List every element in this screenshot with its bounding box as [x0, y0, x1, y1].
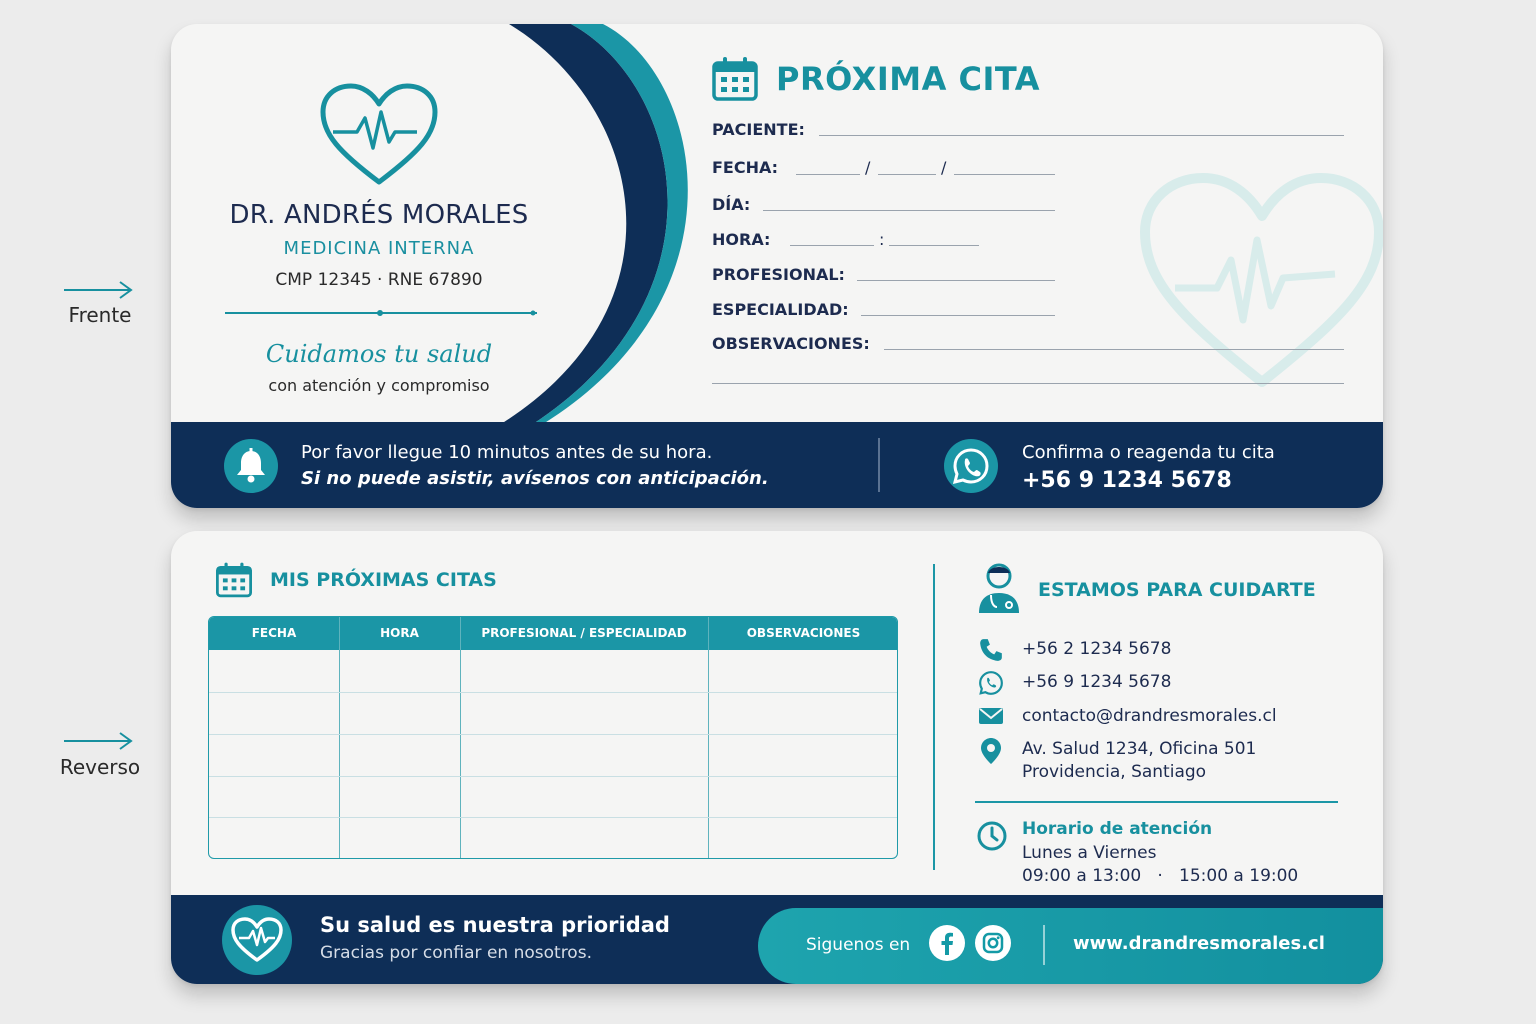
contact-whatsapp[interactable]: +56 9 1234 5678 [1022, 672, 1172, 692]
divider-line [225, 308, 537, 318]
time-hour-line[interactable] [790, 245, 874, 246]
field-label-time: HORA: [712, 230, 771, 249]
doctor-registration: CMP 12345 · RNE 67890 [275, 270, 483, 290]
bell-icon [223, 438, 279, 494]
appointment-card-back [171, 531, 1383, 984]
table-header-date: FECHA [251, 626, 297, 640]
hours-times: 09:00 a 13:00 · 15:00 a 19:00 [1022, 866, 1299, 886]
calendar-icon [711, 56, 759, 102]
notes-line-1[interactable] [884, 349, 1344, 350]
reminder-line-2: Si no puede asistir, avísenos con anticipación. [301, 468, 769, 489]
care-title: ESTAMOS PARA CUIDARTE [1038, 579, 1316, 601]
instagram-icon[interactable] [974, 924, 1012, 962]
doctor-specialty: MEDICINA INTERNA [283, 238, 475, 259]
watermark-heart-icon [1139, 170, 1383, 396]
section-divider [933, 564, 935, 870]
website-link[interactable]: www.drandresmorales.cl [1073, 933, 1325, 954]
front-label: Frente [68, 303, 132, 327]
reminder-line-1: Por favor llegue 10 minutos antes de su hora. [301, 442, 713, 463]
hours-title: Horario de atención [1022, 819, 1213, 839]
appointments-table [208, 616, 898, 859]
table-header-time: HORA [380, 626, 419, 640]
back-label: Reverso [59, 755, 141, 779]
table-column-divider [460, 617, 461, 858]
table-header-notes: OBSERVACIONES [746, 626, 861, 640]
contact-email[interactable]: contacto@drandresmorales.cl [1022, 706, 1277, 726]
heart-pulse-icon [319, 82, 439, 192]
appointments-title: MIS PRÓXIMAS CITAS [270, 569, 497, 591]
contact-address-line-2: Providencia, Santiago [1022, 762, 1207, 782]
field-label-day: DÍA: [712, 195, 751, 214]
back-arrow-icon [62, 731, 134, 751]
whatsapp-icon [978, 670, 1004, 696]
date-year-line[interactable] [954, 174, 1055, 175]
field-label-professional: PROFESIONAL: [712, 265, 845, 284]
confirm-phone[interactable]: +56 9 1234 5678 [1022, 468, 1232, 493]
reminder-bar [171, 422, 1383, 508]
table-column-divider [708, 617, 709, 858]
field-label-specialty: ESPECIALIDAD: [712, 300, 849, 319]
field-label-date: FECHA: [712, 158, 779, 177]
specialty-line[interactable] [861, 315, 1055, 316]
slogan: Cuidamos tu salud [265, 340, 493, 368]
date-separator: / [941, 158, 947, 177]
footer-title: Su salud es nuestra prioridad [320, 913, 670, 937]
table-row[interactable] [209, 817, 897, 818]
mail-icon [978, 706, 1004, 726]
patient-line[interactable] [819, 135, 1344, 136]
whatsapp-icon [943, 438, 999, 494]
slogan-subtitle: con atención y compromiso [268, 376, 490, 395]
notes-line-2[interactable] [712, 383, 1344, 384]
date-separator: / [865, 158, 871, 177]
table-row[interactable] [209, 734, 897, 735]
appointment-card-front [171, 24, 1383, 508]
clock-icon [976, 820, 1008, 852]
time-minute-line[interactable] [889, 245, 979, 246]
date-month-line[interactable] [878, 174, 936, 175]
table-row[interactable] [209, 692, 897, 693]
table-header-professional: PROFESIONAL / ESPECIALIDAD [481, 626, 687, 640]
contact-divider [975, 801, 1338, 803]
footer-subtitle: Gracias por confiar en nosotros. [320, 943, 592, 963]
social-divider [1043, 925, 1045, 965]
table-column-divider [339, 617, 340, 858]
heart-pulse-icon [221, 904, 293, 976]
follow-text: Siguenos en [806, 935, 911, 955]
confirm-text: Confirma o reagenda tu cita [1022, 442, 1275, 463]
bar-divider [878, 438, 880, 492]
contact-address-line-1: Av. Salud 1234, Oficina 501 [1022, 739, 1257, 759]
field-label-patient: PACIENTE: [712, 120, 805, 139]
doctor-name: DR. ANDRÉS MORALES [229, 200, 529, 230]
field-label-notes: OBSERVACIONES: [712, 334, 870, 353]
day-line[interactable] [763, 210, 1055, 211]
location-icon [980, 737, 1002, 765]
facebook-icon[interactable] [928, 924, 966, 962]
date-day-line[interactable] [796, 174, 860, 175]
front-arrow-icon [62, 280, 134, 300]
doctor-icon [975, 561, 1023, 615]
calendar-icon [215, 561, 253, 599]
time-separator: : [879, 230, 885, 249]
form-title: PRÓXIMA CITA [776, 60, 1040, 98]
contact-phone[interactable]: +56 2 1234 5678 [1022, 639, 1172, 659]
table-row[interactable] [209, 776, 897, 777]
professional-line[interactable] [857, 280, 1055, 281]
hours-days: Lunes a Viernes [1022, 843, 1157, 863]
phone-icon [978, 637, 1004, 663]
